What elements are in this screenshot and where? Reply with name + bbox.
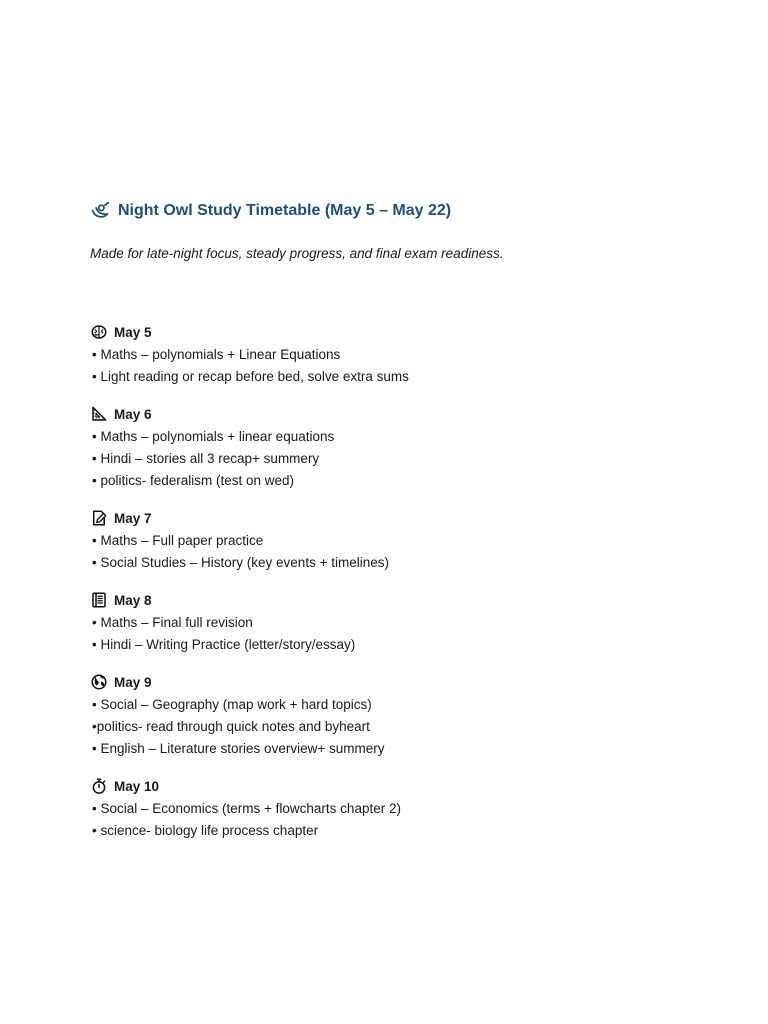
list-item: • Social – Geography (map work + hard topics) <box>92 697 372 712</box>
moon-icon <box>90 200 111 221</box>
day-label: May 8 <box>114 592 152 608</box>
day-section-may-7 <box>90 508 730 574</box>
task-list <box>90 344 730 388</box>
list-item: • Hindi – Writing Practice (letter/story/essay) <box>92 637 356 652</box>
task-list <box>90 426 730 492</box>
task-list <box>90 612 730 656</box>
day-section-may-8 <box>90 590 730 656</box>
brain-icon <box>90 323 108 341</box>
list-item: • English – Literature stories overview+ summery <box>92 741 385 756</box>
day-section-may-10 <box>90 776 730 842</box>
list-item: • Maths – Full paper practice <box>92 533 264 548</box>
list-item: • Maths – Final full revision <box>92 615 253 630</box>
list-item: •politics- read through quick notes and byheart <box>92 719 370 734</box>
list-item: • Hindi – stories all 3 recap+ summery <box>92 451 320 466</box>
day-label: May 9 <box>114 674 152 690</box>
day-label: May 5 <box>114 324 152 340</box>
document-subtitle: Made for late-night focus, steady progress, and final exam readiness. <box>90 246 504 261</box>
day-section-may-6 <box>90 404 730 492</box>
list-item: • Social Studies – History (key events + timelines) <box>92 555 389 570</box>
day-label: May 6 <box>114 406 152 422</box>
pencil-paper-icon <box>90 509 108 527</box>
triangle-ruler-icon <box>90 405 108 423</box>
list-item: • politics- federalism (test on wed) <box>92 473 295 488</box>
list-item: • science- biology life process chapter <box>92 823 319 838</box>
day-label: May 10 <box>114 778 160 794</box>
globe-icon <box>90 673 108 691</box>
day-heading <box>90 590 730 610</box>
list-item: • Maths – polynomials + linear equations <box>92 429 335 444</box>
day-heading <box>90 508 730 528</box>
day-section-may-9 <box>90 672 730 760</box>
list-item: • Social – Economics (terms + flowcharts chapter 2) <box>92 801 401 816</box>
stopwatch-icon <box>90 777 108 795</box>
day-heading <box>90 322 730 342</box>
task-list <box>90 530 730 574</box>
document-title <box>90 200 451 221</box>
day-label: May 7 <box>114 510 152 526</box>
list-item: • Light reading or recap before bed, solve extra sums <box>92 369 409 384</box>
list-item: • Maths – polynomials + Linear Equations <box>92 347 341 362</box>
task-list <box>90 694 730 760</box>
task-list <box>90 798 730 842</box>
day-heading <box>90 404 730 424</box>
day-heading <box>90 672 730 692</box>
day-list-container <box>90 322 730 858</box>
notebook-icon <box>90 591 108 609</box>
day-section-may-5 <box>90 322 730 388</box>
day-heading <box>90 776 730 796</box>
title-text: Night Owl Study Timetable (May 5 – May 22) <box>118 201 452 219</box>
